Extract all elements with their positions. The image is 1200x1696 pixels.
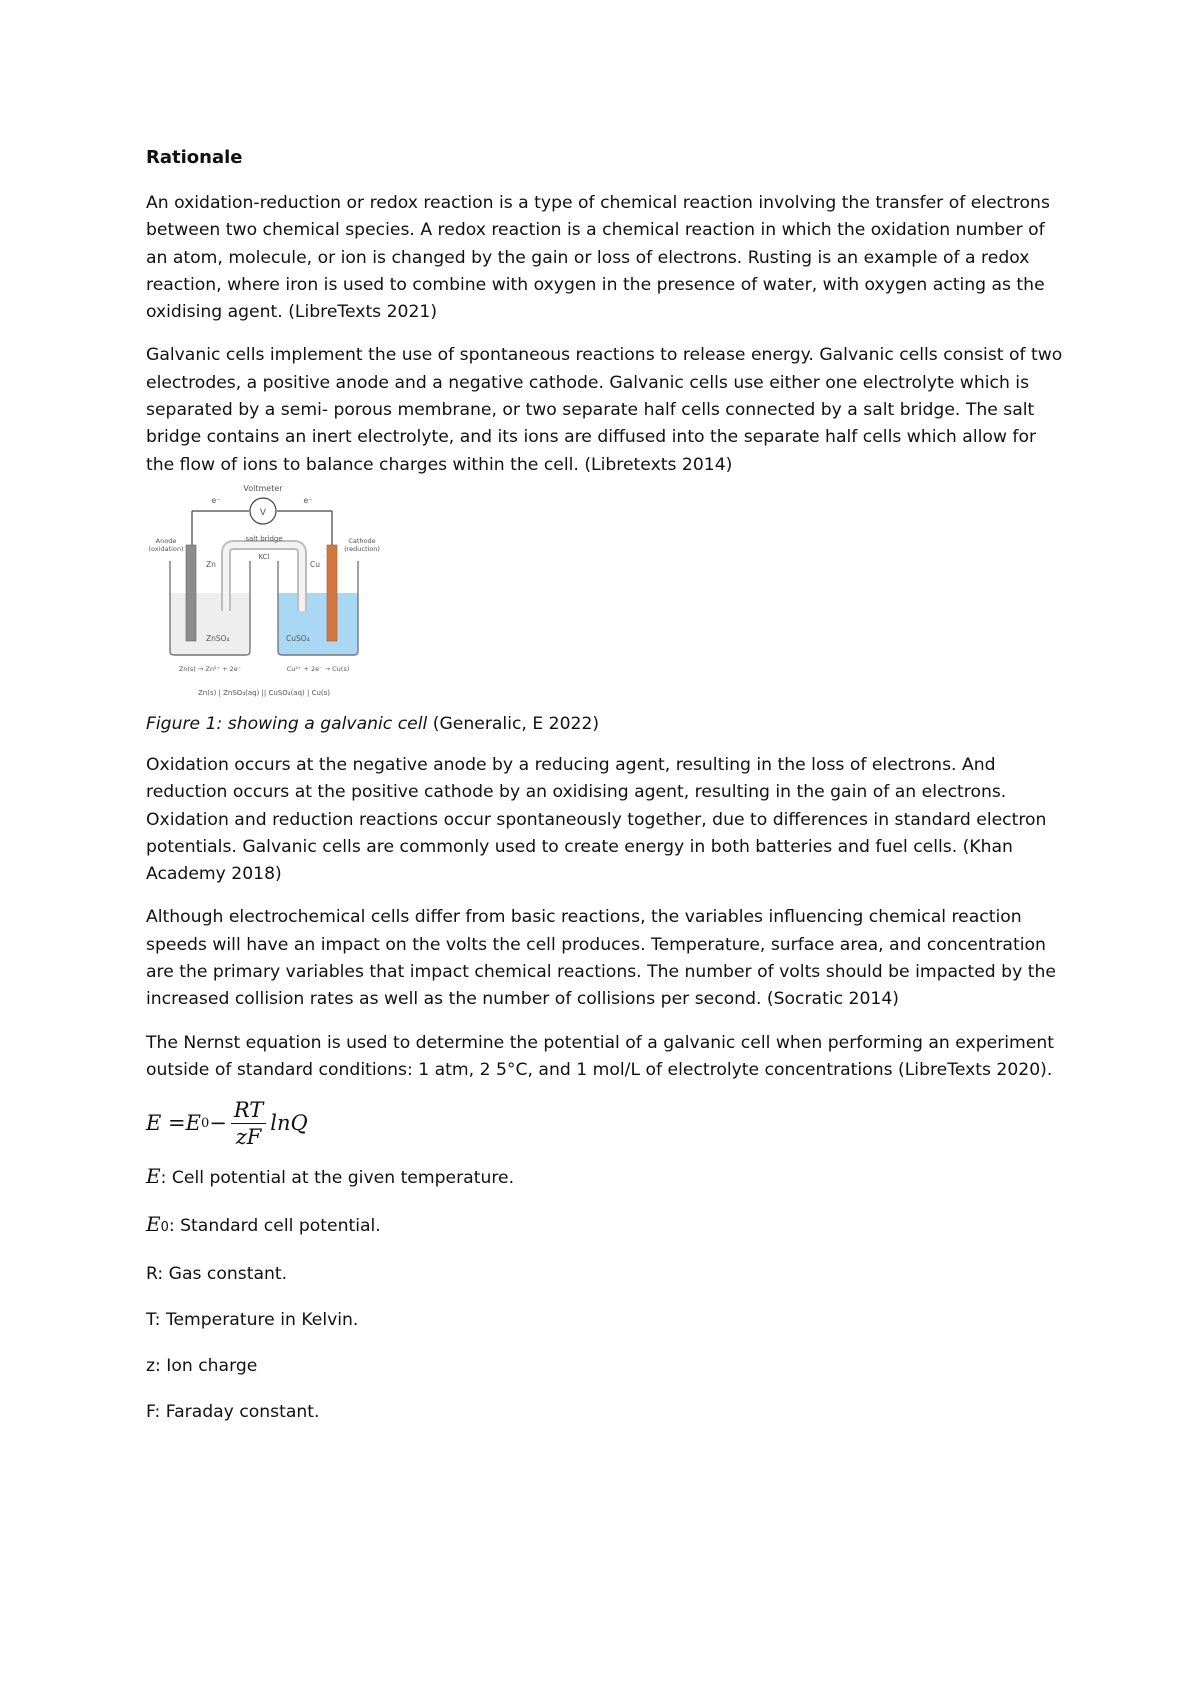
kcl-label: KCl xyxy=(258,552,270,561)
definition-e0-symbol: E xyxy=(146,1212,161,1237)
half-reaction-right: Cu²⁺ + 2e⁻ → Cu(s) xyxy=(286,664,350,673)
definition-z: z: Ion charge xyxy=(146,1356,258,1377)
definition-e-text: : Cell potential at the given temperature. xyxy=(160,1168,515,1189)
equation-minus: − xyxy=(209,1111,227,1136)
caption-title: Figure 1: showing a galvanic cell xyxy=(146,713,428,734)
cell-notation: Zn(s) | ZnSO₄(aq) || CuSO₄(aq) | Cu(s) xyxy=(197,688,331,697)
definition-r: R: Gas constant. xyxy=(146,1264,288,1285)
equation-denominator: zF xyxy=(235,1124,262,1149)
znso4-label: ZnSO₄ xyxy=(206,633,230,643)
equation-fraction xyxy=(231,1097,266,1150)
paragraph-redox: An oxidation-reduction or redox reaction is a type of chemical reaction involving the transfer of electrons between two chemical species. A redox reaction is a chemical reaction in which the oxidation number of an atom, molecule, or ion is changed by the gain or loss of electrons. Rusting is an example of a redox reaction, where iron is used to combine with oxygen in the presence of water, with oxygen acting as the oxidising agent. (LibreTexts 2021) xyxy=(146,193,1050,323)
document-page xyxy=(146,146,1066,1446)
equation-tail: lnQ xyxy=(270,1111,308,1136)
zinc-electrode xyxy=(186,545,196,641)
electron-left-label: e⁻ xyxy=(211,495,221,505)
zn-label: Zn xyxy=(206,559,216,569)
definition-e0-superscript: 0 xyxy=(160,1220,169,1236)
galvanic-cell-figure xyxy=(146,483,406,711)
definition-e0 xyxy=(146,1212,1066,1240)
paragraph-nernst: The Nernst equation is used to determine the potential of a galvanic cell when performing an experiment outside of standard conditions: 1 atm, 2 5°C, and 1 mol/L of electrolyte concentrations (LibreTexts 2020). xyxy=(146,1032,1054,1080)
paragraph-galvanic-cells: Galvanic cells implement the use of spontaneous reactions to release energy. Galvanic cells consist of two electrodes, a positive anode and a negative cathode. Galvanic cells use either one electrolyte which is separated by a semi- porous membrane, or two separate half cells connected by a salt bridge. The salt bridge contains an inert electrolyte, and its ions are diffused into the separate half cells which allow for the flow of ions to balance charges within the cell. (Libretexts 2014) xyxy=(146,345,1063,475)
electron-right-label: e⁻ xyxy=(303,495,313,505)
definition-e-symbol: E xyxy=(146,1164,161,1189)
equation-lhs: E =E xyxy=(146,1111,201,1136)
znso4-solution xyxy=(170,593,250,655)
cu-label: Cu xyxy=(310,559,320,569)
definition-e xyxy=(146,1164,1066,1190)
cathode-label: Cathode xyxy=(348,536,376,545)
voltmeter-v: V xyxy=(259,507,267,518)
voltmeter-label: Voltmeter xyxy=(243,483,283,493)
caption-source: (Generalic, E 2022) xyxy=(427,713,600,734)
definition-t: T: Temperature in Kelvin. xyxy=(146,1310,359,1331)
cuso4-solution xyxy=(278,593,358,655)
anode-sign-label: (oxidation) xyxy=(148,544,184,553)
anode-label: Anode xyxy=(155,536,177,545)
equation-numerator: RT xyxy=(231,1097,266,1124)
definition-f: F: Faraday constant. xyxy=(146,1402,320,1423)
paragraph-variables: Although electrochemical cells differ from basic reactions, the variables influencing chemical reaction speeds will have an impact on the volts the cell produces. Temperature, surface area, and concentration are the primary variables that impact chemical reactions. The number of volts should be impacted by the increased collision rates as well as the number of collisions per second. (Socratic 2014) xyxy=(146,907,1056,1010)
cuso4-label: CuSO₄ xyxy=(286,633,310,643)
salt-bridge-label: salt bridge xyxy=(245,534,283,543)
figure-caption xyxy=(146,711,1066,738)
galvanic-cell-diagram xyxy=(146,483,406,711)
definition-e0-text: : Standard cell potential. xyxy=(168,1216,381,1237)
section-heading: Rationale xyxy=(146,147,243,168)
copper-electrode xyxy=(327,545,337,641)
paragraph-oxidation: Oxidation occurs at the negative anode by a reducing agent, resulting in the loss of electrons. And reduction occurs at the positive cathode by an oxidising agent, resulting in the gain of an electrons. Oxidation and reduction reactions occur spontaneously together, due to differences in standard electron potentials. Galvanic cells are commonly used to create energy in both batteries and fuel cells. (Khan Academy 2018) xyxy=(146,754,1047,885)
cathode-sign-label: (reduction) xyxy=(344,544,380,553)
nernst-equation xyxy=(146,1090,1066,1156)
half-reaction-left: Zn(s) → Zn²⁺ + 2e⁻ xyxy=(178,664,242,673)
equation-superscript: 0 xyxy=(200,1115,210,1131)
